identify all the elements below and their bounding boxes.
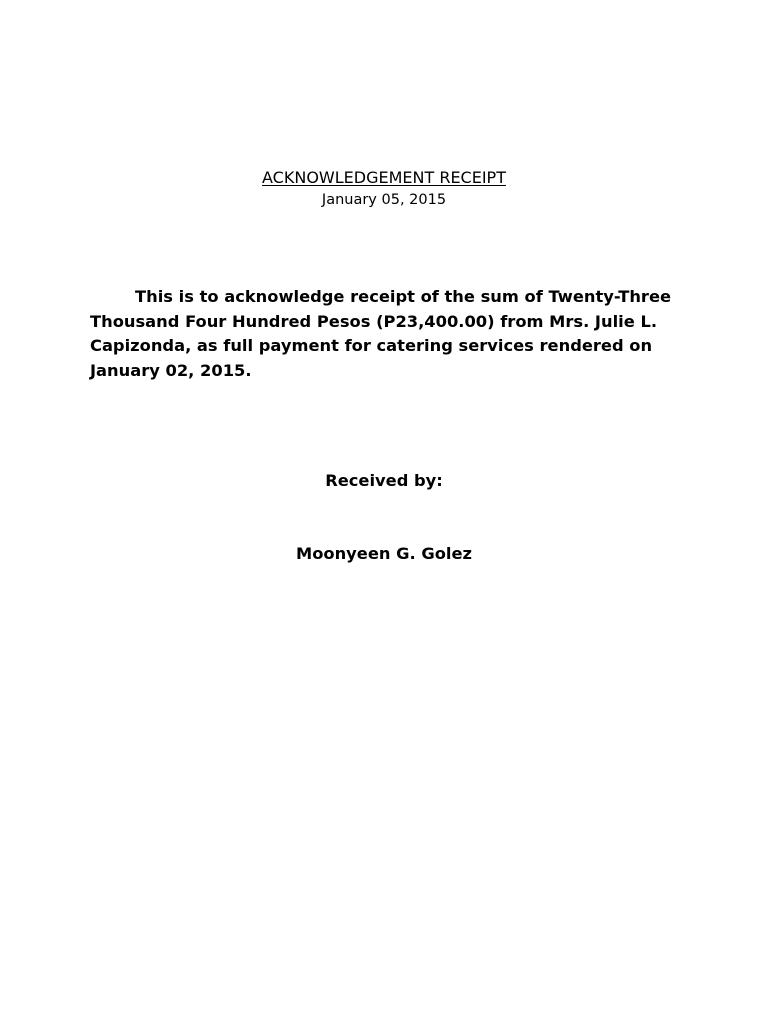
received-by-label: Received by: — [325, 471, 443, 490]
document-title: ACKNOWLEDGEMENT RECEIPT — [262, 168, 506, 187]
receipt-body-paragraph: This is to acknowledge receipt of the sum of Twenty-Three Thousand Four Hundred Pesos (P23,400.00) from Mrs. Julie L. Capizonda, as full payment for catering services rendered on January 02, 2015. — [90, 287, 672, 380]
signatory-name: Moonyeen G. Golez — [296, 544, 472, 563]
document-date: January 05, 2015 — [321, 192, 447, 208]
